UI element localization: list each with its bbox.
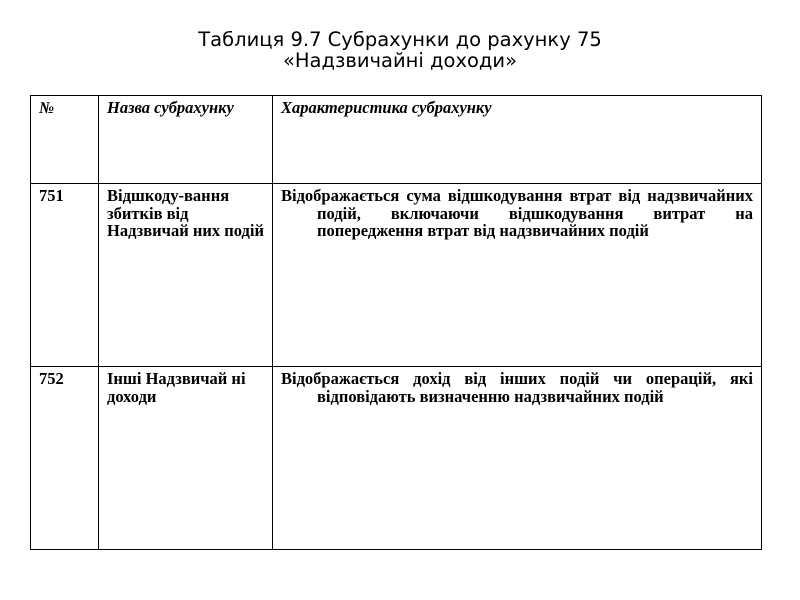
cell-description [273, 367, 762, 550]
subaccounts-table [30, 95, 762, 550]
description-text: Відображається сума відшкодування втрат від надзвичайних подій, включаючи відшкодування витрат на попередження втрат від надзвичайних подій [281, 186, 753, 240]
table-row [31, 184, 762, 367]
page-title [0, 29, 800, 71]
header-number: № [31, 96, 99, 184]
cell-name: Відшкоду-вання збитків від Надзвичай них подій [99, 184, 273, 367]
description-text: Відображається дохід від інших подій чи операцій, які відповідають визначенню надзвичайних подій [281, 369, 753, 406]
header-description: Характеристика субрахунку [273, 96, 762, 184]
cell-number: 751 [31, 184, 99, 367]
title-line-1: Таблиця 9.7 Субрахунки до рахунку 75 [198, 28, 602, 51]
cell-number: 752 [31, 367, 99, 550]
title-line-2: «Надзвичайні доходи» [282, 49, 518, 72]
header-name: Назва субрахунку [99, 96, 273, 184]
table-header-row [31, 96, 762, 184]
table-row [31, 367, 762, 550]
cell-name: Інші Надзвичай ні доходи [99, 367, 273, 550]
cell-description [273, 184, 762, 367]
